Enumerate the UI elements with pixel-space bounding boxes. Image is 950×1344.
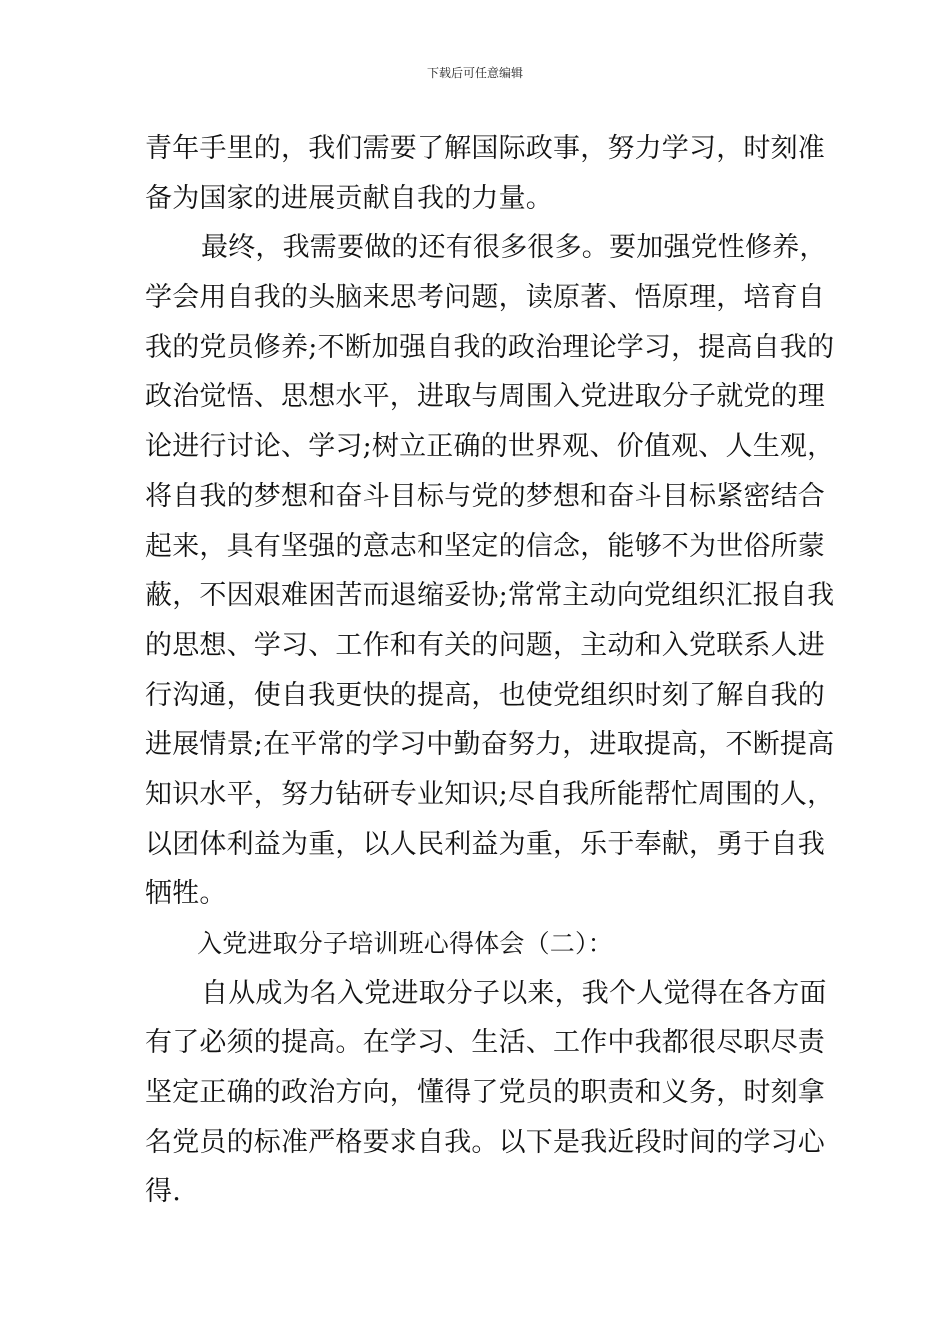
text-line: 论进行讨论、学习;树立正确的世界观、价值观、人生观， [145, 431, 835, 463]
text-line: 备为国家的进展贡献自我的力量。 [145, 182, 553, 214]
text-line: 进展情景;在平常的学习中勤奋努力，进取提高，不断提高 [145, 729, 835, 761]
text-line: 将自我的梦想和奋斗目标与党的梦想和奋斗目标紧密结合 [145, 480, 825, 512]
text-line: 我的党员修养;不断加强自我的政治理论学习，提高自我的 [145, 331, 835, 363]
text-line: 行沟通，使自我更快的提高，也使党组织时刻了解自我的 [145, 679, 825, 711]
text-line: 青年手里的，我们需要了解国际政事，努力学习，时刻准 [145, 133, 825, 164]
document-body [145, 124, 835, 1217]
text-line: 政治觉悟、思想水平，进取与周围入党进取分子就党的理 [145, 381, 825, 413]
text-line: 蔽，不因艰难困苦而退缩妥协;常常主动向党组织汇报自我 [145, 580, 835, 612]
text-line: 的思想、学习、工作和有关的问题，主动和入党联系人进 [145, 629, 825, 661]
text-line: 名党员的标准严格要求自我。以下是我近段时间的学习心 [145, 1126, 825, 1158]
page-header: 下载后可任意编辑 [426, 66, 523, 80]
text-line: 以团体利益为重，以人民利益为重，乐于奉献，勇于自我 [145, 828, 825, 860]
paragraph-start-line: 自从成为名入党进取分子以来，我个人觉得在各方面 [201, 977, 827, 1009]
text-line: 知识水平，努力钻研专业知识;尽自我所能帮忙周围的人， [145, 778, 835, 810]
section-heading: 入党进取分子培训班心得体会（二）： [197, 929, 613, 958]
paragraph-start-line: 最终，我需要做的还有很多很多。要加强党性修养， [201, 232, 827, 264]
text-line: 坚定正确的政治方向，懂得了党员的职责和义务，时刻拿 [145, 1077, 825, 1109]
text-line: 学会用自我的头脑来思考问题，读原著、悟原理，培育自 [145, 282, 825, 314]
text-line: 起来，具有坚强的意志和坚定的信念，能够不为世俗所蒙 [145, 530, 825, 562]
text-line: 有了必须的提高。在学习、生活、工作中我都很尽职尽责 [145, 1027, 825, 1059]
text-line: 得. [145, 1176, 181, 1208]
text-line: 牺牲。 [145, 878, 227, 910]
